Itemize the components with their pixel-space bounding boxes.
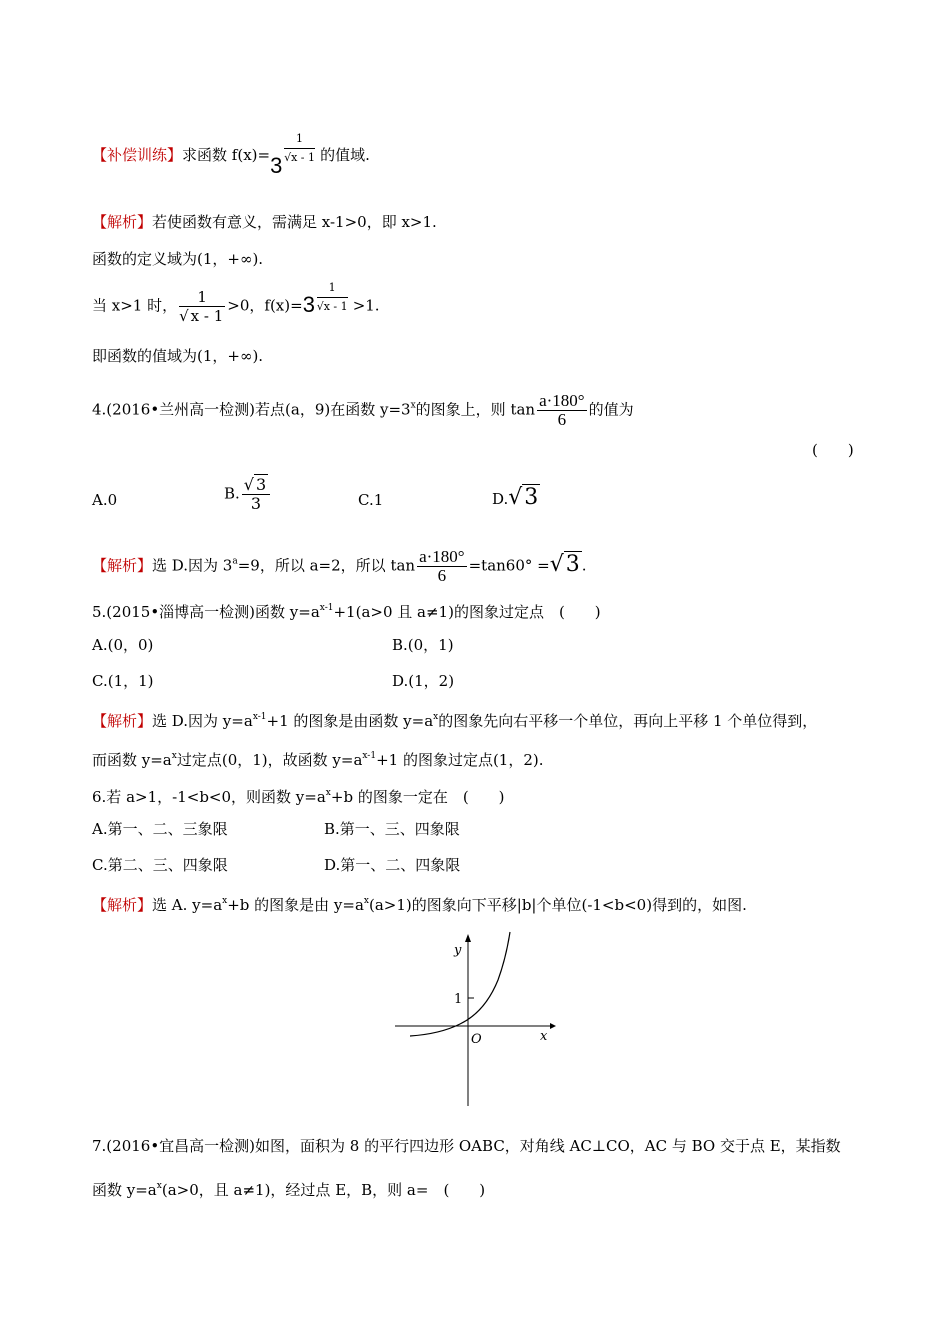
text: 的图象上，则 tan xyxy=(415,400,536,419)
text: 的图象先向右平移一个单位，再向上平移 1 个单位得到， xyxy=(438,712,818,730)
q5-option-c: C.(1，1) xyxy=(92,672,154,690)
analysis1-line1 xyxy=(92,212,437,232)
q6-option-d: D.第一、二、四象限 xyxy=(324,856,461,874)
exponent-fraction xyxy=(317,279,348,316)
fraction xyxy=(179,288,225,325)
text: >0，f(x)= xyxy=(227,296,303,315)
power-expression xyxy=(270,132,320,178)
text: 5.(2015•淄博高一检测)函数 y=a xyxy=(92,603,320,621)
text: . xyxy=(581,556,587,575)
frac-den: √ x - 1 xyxy=(179,307,224,325)
text: =9，所以 a=2，所以 tan xyxy=(237,556,416,575)
one-label: 1 xyxy=(454,992,463,1007)
text: +b 的图象是由 y=a xyxy=(227,896,364,914)
analysis-tag: 【解析】 xyxy=(92,712,153,730)
y-axis-label: y xyxy=(454,943,462,958)
q5-stem xyxy=(92,598,601,622)
exponent-fraction xyxy=(284,130,315,167)
q4-option-b xyxy=(224,476,272,513)
y-axis-arrow xyxy=(465,934,471,942)
analysis-tag: 【解析】 xyxy=(92,213,153,231)
fraction xyxy=(537,392,587,429)
text: 而函数 y=a xyxy=(92,751,172,769)
text: (a>0，且 a≠1)，经过点 E，B，则 a= ( ) xyxy=(161,1181,486,1199)
label: B. xyxy=(224,484,240,503)
base: 3 xyxy=(270,153,283,178)
power-expression xyxy=(302,280,353,317)
frac-num: a·180° xyxy=(419,547,465,566)
frac-num: √ 3 xyxy=(242,476,270,495)
sup: x xyxy=(363,896,369,906)
analysis6 xyxy=(92,891,747,915)
q4-stem xyxy=(92,392,634,429)
q6-stem xyxy=(92,783,505,807)
question-suffix: 的值域. xyxy=(320,146,370,164)
text: +1 的图象是由函数 y=a xyxy=(266,712,434,730)
text: 选 A. y=a xyxy=(152,896,223,914)
text: 的值为 xyxy=(588,400,634,419)
analysis5-line2 xyxy=(92,746,544,770)
frac-num: a·180° xyxy=(539,391,585,410)
q6-option-a: A.第一、二、三象限 xyxy=(92,820,228,838)
analysis4 xyxy=(92,548,587,585)
exp-num: 1 xyxy=(284,130,315,149)
analysis-tag: 【解析】 xyxy=(92,896,153,914)
q4-option-c: C.1 xyxy=(358,491,384,509)
q4-answer-paren: ( ) xyxy=(812,441,854,459)
analysis5-line1 xyxy=(92,707,817,731)
compensation-question xyxy=(92,132,370,178)
x-axis-label: x xyxy=(540,1029,548,1044)
sup: x xyxy=(433,712,439,722)
analysis-tag: 【解析】 xyxy=(92,556,153,575)
text: +1 的图象过定点(1，2). xyxy=(376,751,544,769)
analysis1-line3 xyxy=(92,280,380,325)
x-axis-arrow xyxy=(550,1023,556,1029)
text: 4.(2016•兰州高一检测)若点(a，9)在函数 y=3 xyxy=(92,400,411,419)
exp-num: 1 xyxy=(317,279,348,298)
q7-line1: 7.(2016•宜昌高一检测)如图，面积为 8 的平行四边形 OABC，对角线 AC⊥CO，AC 与 BO 交于点 E，某指数 xyxy=(92,1137,841,1155)
sup: x xyxy=(325,788,331,798)
q5-option-b: B.(0，1) xyxy=(392,636,454,654)
sup: x-1 xyxy=(319,603,334,613)
analysis-text: 若使函数有意义，需满足 x-1>0，即 x>1. xyxy=(152,213,437,231)
sup: a xyxy=(232,556,238,567)
frac-den: 3 xyxy=(250,494,262,513)
text: =tan60° = xyxy=(468,556,550,575)
text: +1(a>0 且 a≠1)的图象过定点 ( ) xyxy=(333,603,601,621)
q5-option-d: D.(1，2) xyxy=(392,672,455,690)
exp-den: √x - 1 xyxy=(284,151,316,164)
exp-den: √x - 1 xyxy=(316,299,348,313)
q7-line2 xyxy=(92,1176,485,1200)
text: 过定点(0，1)，故函数 y=a xyxy=(176,751,363,769)
sqrt: √3 xyxy=(549,551,580,577)
analysis1-line4: 即函数的值域为(1，+∞). xyxy=(92,347,264,365)
fraction xyxy=(417,548,467,585)
text: 选 D.因为 3 xyxy=(152,556,233,575)
text: 选 D.因为 y=a xyxy=(152,712,253,730)
exponential-graph xyxy=(390,928,560,1108)
sup: x-1 xyxy=(362,751,377,761)
base: 3 xyxy=(302,291,315,317)
frac-den: 6 xyxy=(557,410,567,429)
sup: x xyxy=(222,896,228,906)
frac-num: 1 xyxy=(179,288,225,307)
q6-option-c: C.第二、三、四象限 xyxy=(92,856,228,874)
analysis1-line2: 函数的定义域为(1，+∞). xyxy=(92,250,264,268)
fraction xyxy=(242,476,270,513)
text: >1. xyxy=(352,296,380,315)
q4-option-d xyxy=(492,485,540,510)
sqrt: √3 xyxy=(508,485,539,510)
sup: x xyxy=(410,400,416,411)
q6-option-b: B.第一、三、四象限 xyxy=(324,820,460,838)
frac-den: 6 xyxy=(437,566,447,585)
text: 函数 y=a xyxy=(92,1181,157,1199)
q5-option-a: A.(0，0) xyxy=(92,636,154,654)
text: 6.若 a>1，-1<b<0，则函数 y=a xyxy=(92,788,326,806)
text: +b 的图象一定在 ( ) xyxy=(330,788,505,806)
text: (a>1)的图象向下平移|b|个单位(-1<b<0)得到的，如图. xyxy=(369,896,747,914)
text: 当 x>1 时， xyxy=(92,296,178,315)
sup: x-1 xyxy=(252,712,267,722)
origin-label: O xyxy=(471,1032,482,1047)
question-text: 求函数 f(x)= xyxy=(182,146,271,164)
q4-option-a: A.0 xyxy=(92,491,118,509)
label: D. xyxy=(492,490,509,508)
sup: x xyxy=(156,1181,162,1191)
sup: x xyxy=(171,751,177,761)
compensation-tag: 【补偿训练】 xyxy=(92,146,183,164)
